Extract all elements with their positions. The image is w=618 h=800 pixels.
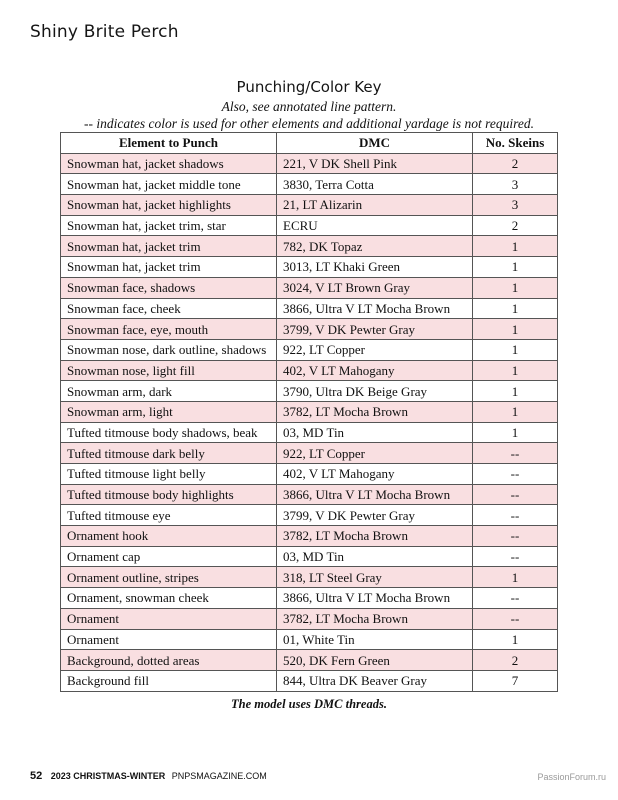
cell-element: Ornament (61, 608, 277, 629)
table-row (61, 546, 558, 567)
cell-skeins: 1 (473, 257, 558, 278)
table-row (61, 484, 558, 505)
table-row (61, 505, 558, 526)
cell-skeins: 2 (473, 650, 558, 671)
cell-dmc: 3799, V DK Pewter Gray (277, 505, 473, 526)
table-row (61, 650, 558, 671)
cell-element: Snowman hat, jacket trim, star (61, 215, 277, 236)
cell-skeins: -- (473, 464, 558, 485)
cell-dmc: 402, V LT Mahogany (277, 464, 473, 485)
cell-dmc: 520, DK Fern Green (277, 650, 473, 671)
table-row (61, 608, 558, 629)
cell-skeins: -- (473, 443, 558, 464)
dmc-threads-note: The model uses DMC threads. (231, 697, 387, 711)
color-key-table (60, 132, 558, 692)
table-row (61, 298, 558, 319)
cell-dmc: 21, LT Alizarin (277, 195, 473, 216)
table-row (61, 401, 558, 422)
cell-skeins: 2 (473, 215, 558, 236)
table-row (61, 464, 558, 485)
cell-dmc: 3866, Ultra V LT Mocha Brown (277, 484, 473, 505)
cell-element: Snowman face, shadows (61, 277, 277, 298)
table-body (61, 153, 558, 691)
cell-dmc: ECRU (277, 215, 473, 236)
table-row (61, 153, 558, 174)
issue-label: 2023 CHRISTMAS-WINTER (50, 771, 166, 781)
cell-skeins: -- (473, 484, 558, 505)
pattern-title: Shiny Brite Perch (30, 22, 179, 42)
cell-element: Snowman nose, dark outline, shadows (61, 339, 277, 360)
page-number: 52 (30, 770, 43, 782)
cell-dmc: 3024, V LT Brown Gray (277, 277, 473, 298)
cell-element: Snowman hat, jacket highlights (61, 195, 277, 216)
cell-skeins: 1 (473, 339, 558, 360)
table-row (61, 360, 558, 381)
cell-skeins: 1 (473, 277, 558, 298)
cell-element: Background fill (61, 670, 277, 691)
table-row (61, 381, 558, 402)
cell-dmc: 01, White Tin (277, 629, 473, 650)
table-row (61, 422, 558, 443)
cell-dmc: 402, V LT Mahogany (277, 360, 473, 381)
page-footer (30, 770, 267, 782)
cell-dmc: 03, MD Tin (277, 546, 473, 567)
site-label: PNPSMAGAZINE.COM (171, 771, 267, 781)
cell-element: Snowman arm, dark (61, 381, 277, 402)
cell-element: Snowman arm, light (61, 401, 277, 422)
cell-element: Snowman hat, jacket middle tone (61, 174, 277, 195)
cell-element: Snowman nose, light fill (61, 360, 277, 381)
color-key-heading: Punching/Color Key (236, 78, 382, 96)
cell-dmc: 03, MD Tin (277, 422, 473, 443)
table-row (61, 236, 558, 257)
cell-dmc: 221, V DK Shell Pink (277, 153, 473, 174)
cell-element: Ornament cap (61, 546, 277, 567)
cell-element: Snowman hat, jacket trim (61, 257, 277, 278)
cell-dmc: 782, DK Topaz (277, 236, 473, 257)
cell-skeins: 7 (473, 670, 558, 691)
table-row (61, 174, 558, 195)
cell-skeins: 1 (473, 401, 558, 422)
cell-skeins: -- (473, 608, 558, 629)
cell-element: Ornament hook (61, 526, 277, 547)
cell-element: Ornament, snowman cheek (61, 588, 277, 609)
cell-skeins: 3 (473, 174, 558, 195)
table-row (61, 629, 558, 650)
cell-element: Ornament (61, 629, 277, 650)
cell-dmc: 844, Ultra DK Beaver Gray (277, 670, 473, 691)
table-row (61, 588, 558, 609)
cell-element: Snowman face, eye, mouth (61, 319, 277, 340)
cell-element: Snowman hat, jacket trim (61, 236, 277, 257)
cell-skeins: 1 (473, 298, 558, 319)
table-row (61, 567, 558, 588)
cell-element: Snowman face, cheek (61, 298, 277, 319)
cell-skeins: 3 (473, 195, 558, 216)
cell-skeins: -- (473, 588, 558, 609)
header-dmc: DMC (277, 133, 473, 154)
cell-skeins: -- (473, 526, 558, 547)
table-row (61, 319, 558, 340)
table-header-row (61, 133, 558, 154)
note-line-2: -- indicates color is used for other elements and additional yardage is not required. (84, 116, 534, 131)
table-row (61, 670, 558, 691)
cell-skeins: 1 (473, 381, 558, 402)
cell-skeins: -- (473, 546, 558, 567)
cell-dmc: 3782, LT Mocha Brown (277, 401, 473, 422)
cell-element: Ornament outline, stripes (61, 567, 277, 588)
cell-dmc: 3799, V DK Pewter Gray (277, 319, 473, 340)
table-row (61, 257, 558, 278)
cell-dmc: 318, LT Steel Gray (277, 567, 473, 588)
table-row (61, 443, 558, 464)
table-row (61, 526, 558, 547)
cell-skeins: 1 (473, 422, 558, 443)
cell-skeins: 1 (473, 629, 558, 650)
cell-skeins: -- (473, 505, 558, 526)
cell-dmc: 3830, Terra Cotta (277, 174, 473, 195)
cell-skeins: 1 (473, 567, 558, 588)
cell-skeins: 1 (473, 236, 558, 257)
cell-dmc: 3866, Ultra V LT Mocha Brown (277, 588, 473, 609)
watermark: PassionForum.ru (537, 772, 606, 782)
cell-element: Tufted titmouse light belly (61, 464, 277, 485)
cell-dmc: 3013, LT Khaki Green (277, 257, 473, 278)
cell-skeins: 2 (473, 153, 558, 174)
cell-dmc: 3866, Ultra V LT Mocha Brown (277, 298, 473, 319)
cell-element: Background, dotted areas (61, 650, 277, 671)
table-row (61, 339, 558, 360)
cell-element: Tufted titmouse body highlights (61, 484, 277, 505)
note-line-1: Also, see annotated line pattern. (221, 99, 397, 114)
header-element: Element to Punch (61, 133, 277, 154)
cell-dmc: 922, LT Copper (277, 339, 473, 360)
cell-element: Tufted titmouse eye (61, 505, 277, 526)
cell-dmc: 3790, Ultra DK Beige Gray (277, 381, 473, 402)
cell-dmc: 3782, LT Mocha Brown (277, 526, 473, 547)
cell-element: Snowman hat, jacket shadows (61, 153, 277, 174)
table-row (61, 195, 558, 216)
cell-skeins: 1 (473, 319, 558, 340)
table-row (61, 277, 558, 298)
cell-element: Tufted titmouse body shadows, beak (61, 422, 277, 443)
cell-element: Tufted titmouse dark belly (61, 443, 277, 464)
table-row (61, 215, 558, 236)
header-skeins: No. Skeins (473, 133, 558, 154)
cell-dmc: 3782, LT Mocha Brown (277, 608, 473, 629)
cell-dmc: 922, LT Copper (277, 443, 473, 464)
cell-skeins: 1 (473, 360, 558, 381)
